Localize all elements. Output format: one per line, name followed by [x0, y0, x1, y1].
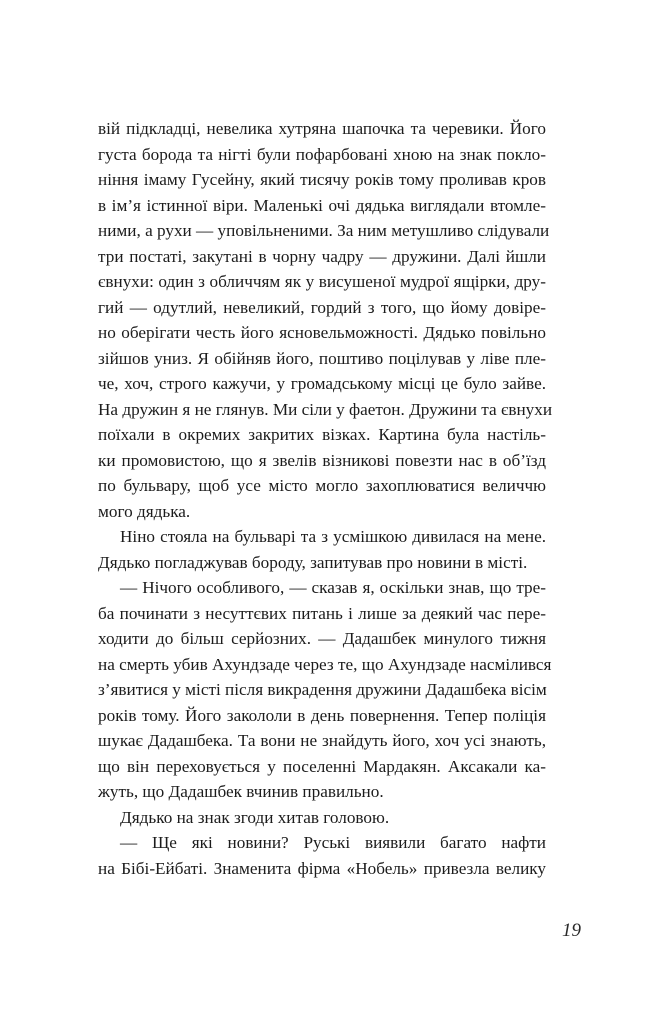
text-line: На дружин я не глянув. Ми сіли у фаетон. Дружини та євнухи — [98, 399, 553, 419]
page-number: 19 — [562, 920, 581, 941]
text-line: три постаті, закутані в чорну чадру — дружини. Далі йшли — [98, 246, 546, 266]
text-line: в ім’я істинної віри. Маленькі очі дядька виглядали втомле- — [98, 195, 546, 215]
text-line: ходити до більш серйозних. — Дадашбек минулого тижня — [98, 629, 546, 648]
text-line: гий — одутлий, невеликий, гордий з того, що йому довіре- — [98, 297, 546, 317]
text-line: ба починати з несуттєвих питань і лише за деякий час пере- — [98, 603, 546, 623]
text-line: зійшов униз. Я обійняв його, поштиво поцілував у ліве пле- — [98, 348, 546, 368]
text-line: євнухи: один з обличчям як у висушеної мудрої ящірки, дру- — [98, 272, 546, 291]
text-line: — Ще які новини? Руські виявили багато нафти — [120, 833, 546, 852]
text-line: ніння імаму Гусейну, який тисячу років тому проливав кров — [98, 170, 546, 189]
text-line: Дядько погладжував бороду, запитував про новини в місті. — [98, 552, 528, 572]
text-line: з’явитися у місті після викрадення дружини Дадашбека вісім — [98, 680, 547, 699]
text-line: Дядько на знак згоди хитав головою. — [120, 807, 390, 827]
text-line: шукає Дадашбека. Та вони не знайдуть його, хоч усі знають, — [98, 731, 546, 750]
text-line: що він переховується у поселенні Мардакян. Аксакали ка- — [98, 756, 546, 776]
text-line: на Бібі-Ейбаті. Знаменита фірма «Нобель» привезла велику — [98, 858, 546, 878]
text-line: на смерть убив Ахундзаде через те, що Ахундзаде насмілився — [98, 654, 552, 674]
text-line: мого дядька. — [98, 501, 191, 521]
text-line: но оберігати честь його ясновельможності. Дядько повільно — [98, 323, 546, 342]
text-line: по бульвару, щоб усе місто могло захоплюватися величчю — [98, 476, 546, 495]
text-line: че, хоч, строго кажучи, у громадському місці це було зайве. — [98, 374, 546, 393]
body-text — [98, 116, 553, 881]
text-line: густа борода та нігті були пофарбовані хною на знак покло- — [98, 144, 546, 164]
text-line: Ніно стояла на бульварі та з усмішкою дивилася на мене. — [120, 527, 546, 546]
text-line: років тому. Його закололи в день повернення. Тепер поліція — [98, 705, 546, 725]
text-line: ки промовистою, що я звелів візникові повезти нас в об’їзд — [98, 450, 546, 470]
text-line: ними, а рухи — уповільненими. За ним метушливо слідували — [98, 221, 550, 240]
text-line: поїхали в окремих закритих візках. Картина була настіль- — [98, 425, 546, 444]
text-line: вій підкладці, невелика хутряна шапочка та черевики. Його — [98, 119, 546, 138]
text-line: жуть, що Дадашбек вчинив правильно. — [98, 782, 384, 801]
text-line: — Нічого особливого, — сказав я, оскільки знав, що тре- — [120, 578, 546, 597]
